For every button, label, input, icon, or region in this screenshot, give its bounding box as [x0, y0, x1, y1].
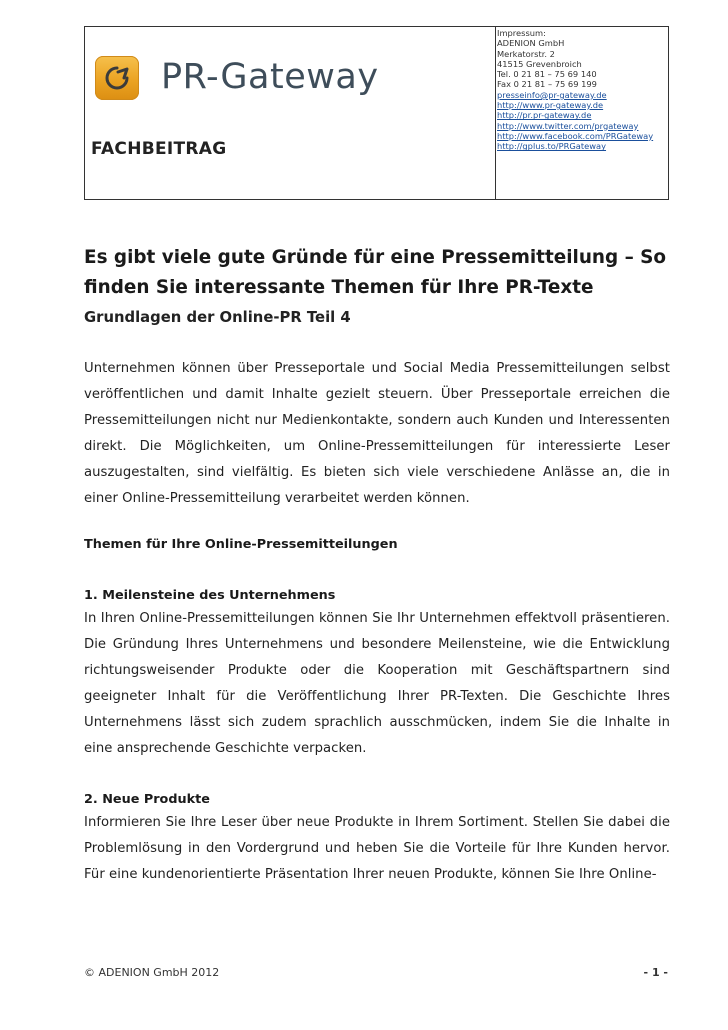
email-link[interactable]: presseinfo@pr-gateway.de [497, 89, 607, 100]
article-subtitle: Grundlagen der Online-PR Teil 4 [84, 309, 351, 326]
intro-paragraph: Unternehmen können über Presseportale und Social Media Pressemitteilungen selbst veröffentlichen und damit Inhalte gezielt steuern. Über Presseportale erreichen die Pressemitteilungen nicht nur Medienkontakte, sondern auch Kunden und Interessenten direkt. Die Möglichkeiten, um Online-Pressemitteilungen für interessierte Leser auszugestalten, sind vielfältig. Es bieten sich viele verschiedene Anlässe an, die in einer Online-Pressemitteilung verarbeitet werden können. [84, 361, 670, 506]
header-box [84, 26, 669, 200]
fax-number: Fax 0 21 81 – 75 69 199 [497, 79, 597, 90]
subsection-paragraph-2: Informieren Sie Ihre Leser über neue Produkte in Ihrem Sortiment. Stellen Sie dabei die Problemlösung in den Vordergrund und heben Sie die Vorteile für Ihre Kunden hervor. Für eine kundenorientierte Präsentation Ihrer neuen Produkte, können Sie Ihre Online- [84, 815, 670, 882]
facebook-link[interactable]: http://www.facebook.com/PRGateway [497, 130, 654, 141]
subsection-heading-1: 1. Meilensteine des Unternehmens [84, 588, 336, 603]
refresh-arrow-icon [95, 56, 139, 100]
logo-wordmark: PR-Gateway [161, 57, 379, 97]
impressum-block [497, 28, 669, 152]
subsection-heading-2: 2. Neue Produkte [84, 792, 210, 807]
section-heading: Themen für Ihre Online-Pressemitteilungen [84, 537, 398, 552]
subsection-paragraph-1: In Ihren Online-Pressemitteilungen können Sie Ihr Unternehmen effektvoll präsentieren. Die Gründung Ihres Unternehmens und besondere Meilensteine, wie die Entwicklung richtungsweisender Produkte oder die Kooperation mit Geschäftspartnern sind geeigneter Inhalt für die Veröffentlichung Ihrer PR-Texten. Die Geschichte Ihres Unternehmens lässt sich zudem sprachlich ausschmücken, indem Sie die Inhalte in eine ansprechende Geschichte verpacken. [84, 611, 670, 756]
impressum-heading: Impressum: [497, 28, 546, 38]
pr-gateway-logo [95, 56, 385, 100]
article-title: Es gibt viele gute Gründe für eine Pressemitteilung – So finden Sie interessante Themen für Ihre PR-Texte [84, 247, 667, 298]
footer-copyright: © ADENION GmbH 2012 [84, 966, 220, 979]
twitter-link[interactable]: http://www.twitter.com/prgateway [497, 120, 639, 131]
phone-number: Tel. 0 21 81 – 75 69 140 [497, 69, 597, 80]
pr-website-link[interactable]: http://pr.pr-gateway.de [497, 110, 592, 121]
article-body [84, 243, 670, 888]
website-link[interactable]: http://www.pr-gateway.de [497, 100, 604, 111]
street-address: Merkatorstr. 2 [497, 48, 555, 59]
company-name: ADENION GmbH [497, 38, 565, 49]
header-divider [495, 27, 496, 199]
page-number: - 1 - [643, 966, 668, 979]
document-type-label: FACHBEITRAG [91, 139, 227, 159]
gplus-link[interactable]: http://gplus.to/PRGateway [497, 141, 607, 152]
city-address: 41515 Grevenbroich [497, 58, 582, 69]
